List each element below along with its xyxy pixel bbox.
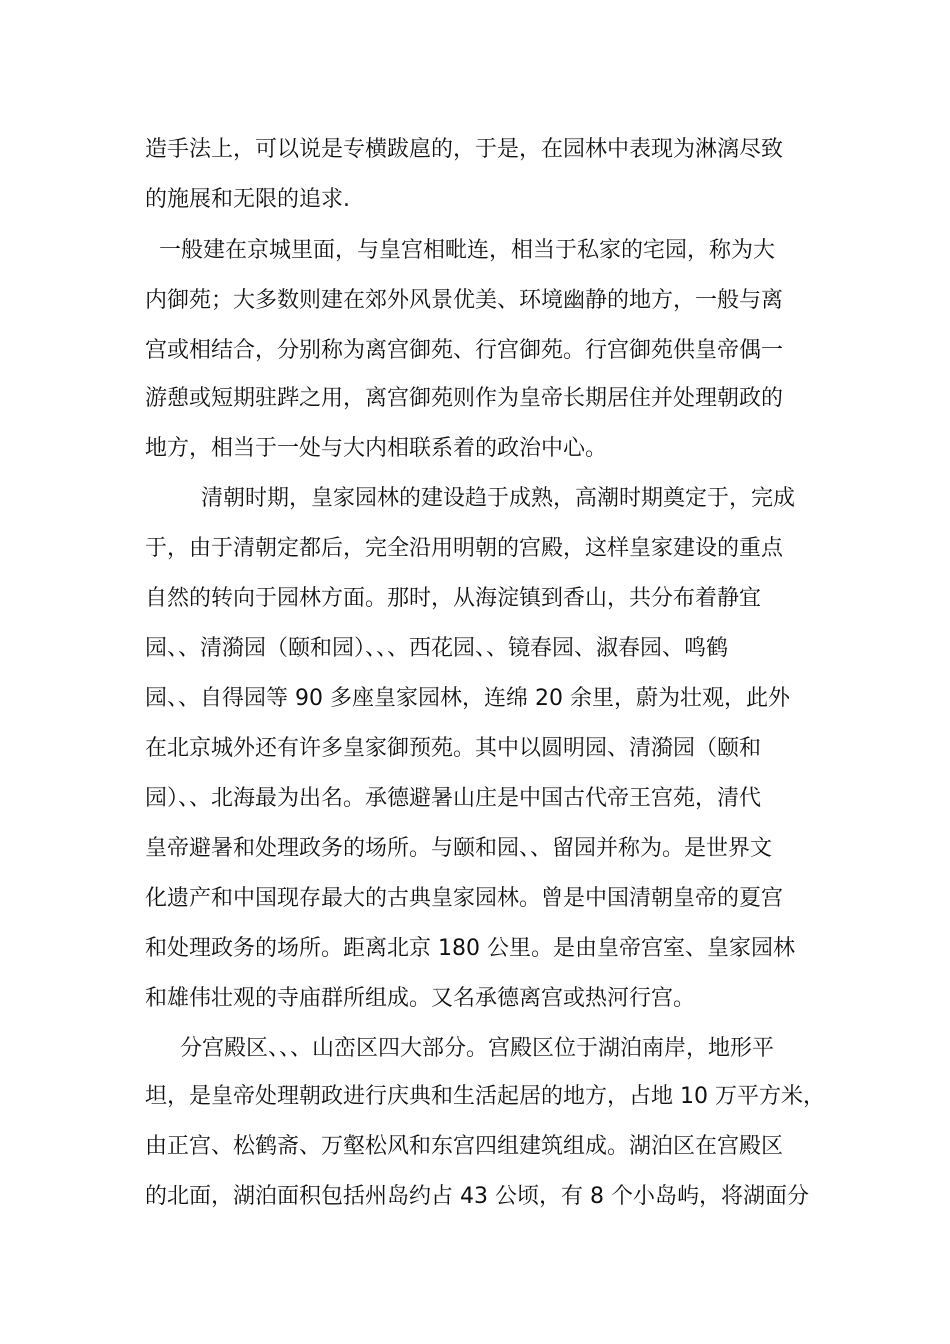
text-line: 地方，相当于一处与大内相联系着的政治中心。 bbox=[145, 436, 608, 461]
text-line: 和雄伟壮观的寺庙群所组成。又名承德离宫或热河行宫。 bbox=[145, 986, 696, 1011]
text-line: 园、、自得园等 90 多座皇家园林，连绵 20 余里，蔚为壮观，此外 bbox=[145, 686, 790, 711]
text-line: 化遗产和中国现存最大的古典皇家园林。曾是中国清朝皇帝的夏宫 bbox=[145, 886, 784, 911]
text-line: 宫或相结合，分别称为离宫御苑、行宫御苑。行宫御苑供皇帝偶一 bbox=[145, 338, 784, 363]
text-line: 和处理政务的场所。距离北京 180 公里。是由皇帝宫室、皇家园林 bbox=[145, 936, 795, 961]
text-line: 由正宫、松鹤斋、万壑松风和东宫四组建筑组成。湖泊区在宫殿区 bbox=[145, 1134, 784, 1159]
text-line: 园、、清漪园（颐和园）、、、西花园、、镜春园、淑春园、鸣鹤 bbox=[145, 636, 729, 661]
text-line: 清朝时期，皇家园林的建设趋于成熟，高潮时期奠定于，完成 bbox=[145, 486, 795, 511]
text-line: 于，由于清朝定都后，完全沿用明朝的宫殿，这样皇家建设的重点 bbox=[145, 536, 784, 561]
text-line: 在北京城外还有许多皇家御预苑。其中以圆明园、清漪园（颐和 bbox=[145, 736, 762, 761]
text-line: 造手法上，可以说是专横跋扈的，于是，在园林中表现为淋漓尽致 bbox=[145, 137, 784, 162]
text-line: 的施展和无限的追求. bbox=[145, 187, 350, 212]
text-line: 内御苑；大多数则建在郊外风景优美、环境幽静的地方，一般与离 bbox=[145, 288, 784, 313]
text-line: 坦，是皇帝处理朝政进行庆典和生活起居的地方，占地 10 万平方米， bbox=[145, 1084, 825, 1109]
text-line: 一般建在京城里面，与皇宫相毗连，相当于私家的宅园，称为大 bbox=[145, 238, 775, 263]
text-line: 的北面，湖泊面积包括州岛约占 43 公顷，有 8 个小岛屿，将湖面分 bbox=[145, 1184, 809, 1209]
text-line: 游憩或短期驻跸之用，离宫御苑则作为皇帝长期居住并处理朝政的 bbox=[145, 386, 784, 411]
text-line: 园）、、北海最为出名。承德避暑山庄是中国古代帝王宫苑，清代 bbox=[145, 786, 762, 811]
text-line: 皇帝避暑和处理政务的场所。与颐和园、、留园并称为。是世界文 bbox=[145, 836, 773, 861]
text-line: 分宫殿区、、、山峦区四大部分。宫殿区位于湖泊南岸，地形平 bbox=[145, 1036, 774, 1061]
text-line: 自然的转向于园林方面。那时，从海淀镇到香山，共分布着静宜 bbox=[145, 586, 762, 611]
